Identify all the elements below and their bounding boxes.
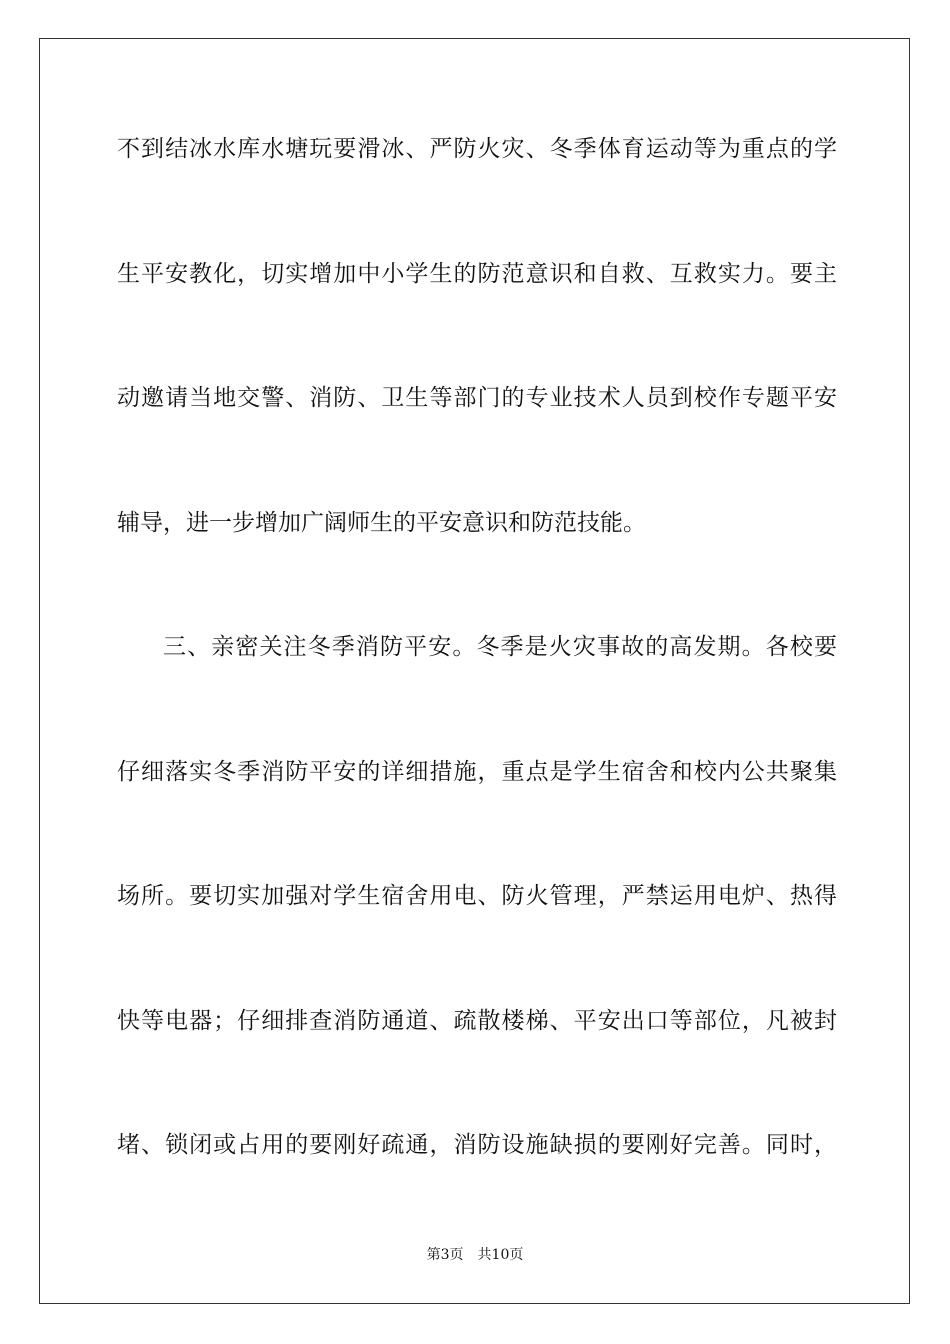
paragraph-line: 快等电器；仔细排查消防通道、疏散楼梯、平安出口等部位，凡被封: [117, 1008, 837, 1034]
paragraph-line: 生平安教化，切实增加中小学生的防范意识和自救、互救实力。要主: [117, 261, 837, 287]
paragraph-line: 动邀请当地交警、消防、卫生等部门的专业技术人员到校作专题平安: [117, 385, 837, 411]
page-footer: 第3页 共10页: [426, 1247, 524, 1263]
page-border: [39, 38, 910, 1304]
paragraph-line: 场所。要切实加强对学生宿舍用电、防火管理，严禁运用电炉、热得: [117, 883, 837, 909]
paragraph-line: 辅导，进一步增加广阔师生的平安意识和防范技能。: [117, 510, 646, 536]
paragraph-line: 堵、锁闭或占用的要刚好疏通，消防设施缺损的要刚好完善。同时，: [117, 1132, 837, 1158]
paragraph-line: 三、亲密关注冬季消防平安。冬季是火灾事故的高发期。各校要: [163, 634, 837, 660]
paragraph-line: 仔细落实冬季消防平安的详细措施，重点是学生宿舍和校内公共聚集: [117, 759, 837, 785]
paragraph-line: 不到结冰水库水塘玩要滑冰、严防火灾、冬季体育运动等为重点的学: [117, 136, 837, 162]
